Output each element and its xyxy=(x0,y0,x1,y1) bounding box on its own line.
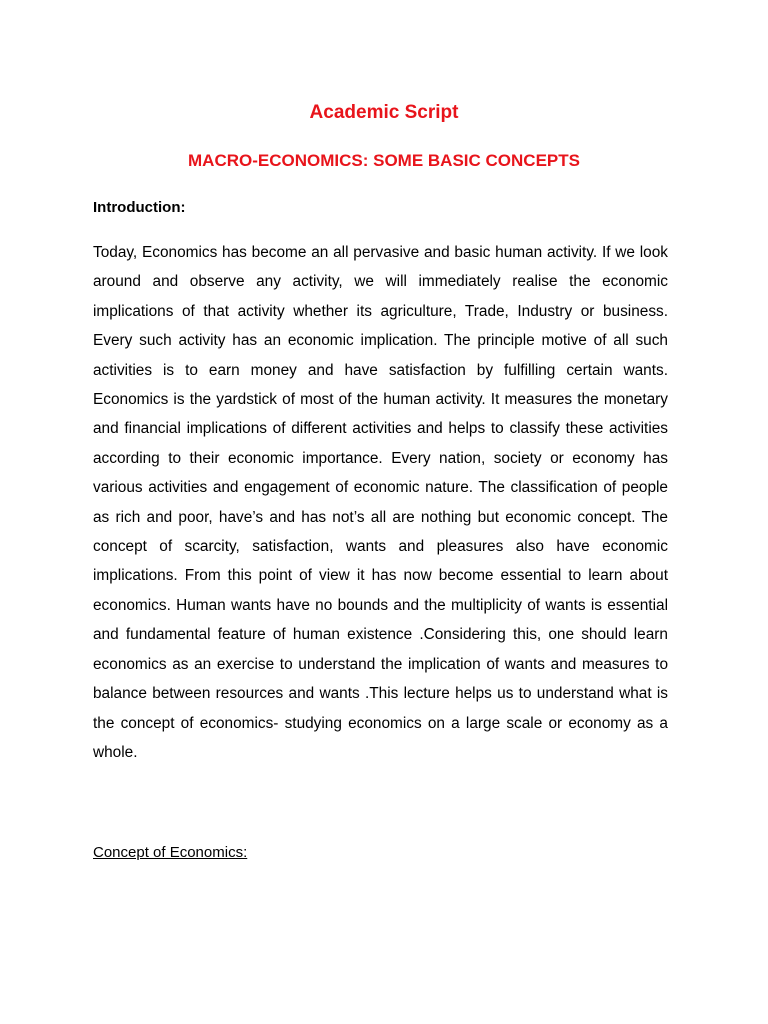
introduction-paragraph: Today, Economics has become an all pervasive and basic human activity. If we look around and observe any activity, we will immediately realise the economic implications of that activity whether its agriculture, Trade, Industry or business. Every such activity has an economic implication. The principle motive of all such activities is to earn money and have satisfaction by fulfilling certain wants. Economics is the yardstick of most of the human activity. It measures the monetary and financial implications of different activities and helps to classify these activities according to their economic importance. Every nation, society or economy has various activities and engagement of economic nature. The classification of people as rich and poor, have’s and has not’s all are nothing but economic concept. The concept of scarcity, satisfaction, wants and pleasures also have economic implications. From this point of view it has now become essential to learn about economics. Human wants have no bounds and the multiplicity of wants is essential and fundamental feature of human existence .Considering this, one should learn economics as an exercise to understand the implication of wants and measures to balance between resources and wants .This lecture helps us to understand what is the concept of economics- studying economics on a large scale or economy as a whole. xyxy=(93,244,668,761)
document-subtitle: MACRO-ECONOMICS: SOME BASIC CONCEPTS xyxy=(188,151,580,170)
section-heading-concept-of-economics: Concept of Economics: xyxy=(93,844,248,861)
document-title: Academic Script xyxy=(309,102,459,123)
section-heading-introduction: Introduction: xyxy=(93,199,186,216)
